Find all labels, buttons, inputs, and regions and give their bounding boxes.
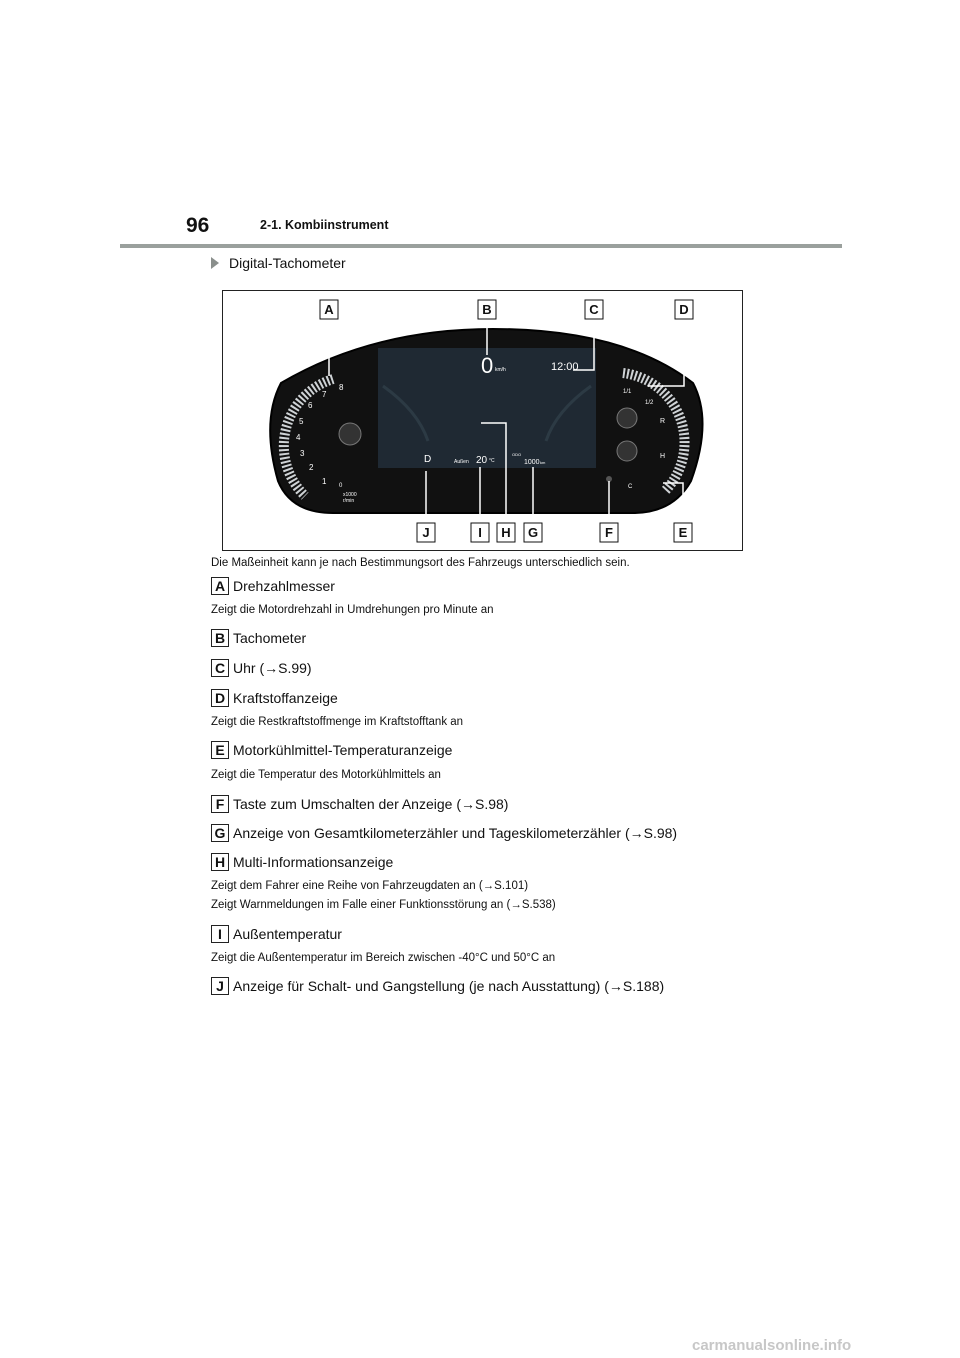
letter-badge: E xyxy=(211,741,229,759)
speed-unit: km/h xyxy=(495,367,506,373)
letter-badge: C xyxy=(211,659,229,677)
item-label: Anzeige von Gesamtkilometerzähler und Tageskilometerzähler (→S.98) xyxy=(233,825,678,841)
tach-number: 8 xyxy=(339,383,344,392)
speed-readout: 0 xyxy=(481,353,494,378)
gear-indicator: D xyxy=(424,454,432,465)
item-description: Zeigt die Restkraftstoffmenge im Kraftstofftank an xyxy=(211,716,464,728)
tach-number: 7 xyxy=(322,390,327,399)
letter-badge: G xyxy=(211,824,229,842)
page-number: 96 xyxy=(186,214,210,237)
section-title: 2-1. Kombiinstrument xyxy=(260,218,389,232)
tach-number: 2 xyxy=(309,463,314,472)
legend-item-h xyxy=(211,853,393,871)
odo-unit: km xyxy=(540,460,546,465)
item-description: Zeigt die Motordrehzahl in Umdrehungen pro Minute an xyxy=(211,604,494,616)
callout-a: A xyxy=(324,302,334,317)
legend-item-d xyxy=(211,689,338,707)
triangle-bullet-icon xyxy=(211,257,219,269)
callout-j: J xyxy=(422,525,430,540)
letter-badge: A xyxy=(211,577,229,595)
item-label: Uhr (→S.99) xyxy=(233,660,312,676)
letter-badge: D xyxy=(211,689,229,707)
outside-label: Außen xyxy=(454,459,469,465)
tach-number: 5 xyxy=(299,417,304,426)
callout-e: E xyxy=(678,525,688,540)
item-label: Drehzahlmesser xyxy=(233,578,335,594)
item-label: Taste zum Umschalten der Anzeige (→S.98) xyxy=(233,796,509,812)
letter-badge: J xyxy=(211,977,229,995)
tach-unit-top: x1000 xyxy=(343,492,357,498)
tach-unit-bottom: r/min xyxy=(343,498,355,504)
callout-h: H xyxy=(501,525,511,540)
item-label: Außentemperatur xyxy=(233,926,342,942)
item-description: Zeigt dem Fahrer eine Reihe von Fahrzeugdaten an (→S.101) xyxy=(211,880,529,892)
header-divider xyxy=(120,244,842,248)
fuel-empty-label: R xyxy=(660,418,666,425)
fuel-half-label: 1/2 xyxy=(645,400,654,406)
tach-number: 6 xyxy=(308,401,313,410)
fuel-full-label: 1/1 xyxy=(623,389,632,395)
tach-zero: 0 xyxy=(339,483,343,489)
callout-c: C xyxy=(589,302,599,317)
callout-i: I xyxy=(478,525,482,540)
callout-g: G xyxy=(527,525,539,540)
figure-caption: Die Maßeinheit kann je nach Bestimmungsort des Fahrzeugs unterschiedlich sein. xyxy=(211,557,630,569)
item-label: Tachometer xyxy=(233,630,307,646)
tach-number: 4 xyxy=(296,433,301,442)
odo-label: ODO xyxy=(512,452,522,457)
temp-cold-label: C xyxy=(628,484,633,490)
odo-value: 1000 xyxy=(524,459,540,466)
legend-item-g xyxy=(211,824,677,842)
subheading-text: Digital-Tachometer xyxy=(229,255,346,271)
item-label: Anzeige für Schalt- und Gangstellung (je nach Ausstattung) (→S.188) xyxy=(233,978,665,994)
legend-item-f xyxy=(211,795,508,813)
item-label: Multi-Informationsanzeige xyxy=(233,854,394,870)
outside-temp-readout: 20 xyxy=(476,455,488,466)
legend-item-b xyxy=(211,629,306,647)
item-label: Motorkühlmittel-Temperaturanzeige xyxy=(233,742,453,758)
item-description: Zeigt die Temperatur des Motorkühlmittels an xyxy=(211,769,441,781)
temp-unit: °C xyxy=(489,458,495,464)
item-description: Zeigt die Außentemperatur im Bereich zwischen -40°C und 50°C an xyxy=(211,952,556,964)
item-description: Zeigt Warnmeldungen im Falle einer Funktionsstörung an (→S.538) xyxy=(211,899,556,911)
instrument-cluster-illustration xyxy=(223,291,742,550)
watermark: carmanualsonline.info xyxy=(692,1337,852,1354)
clock-readout: 12:00 xyxy=(551,361,579,373)
tach-number: 3 xyxy=(300,449,305,458)
temp-hot-label: H xyxy=(660,453,666,460)
subheading xyxy=(211,255,346,271)
letter-badge: I xyxy=(211,925,229,943)
callout-b: B xyxy=(482,302,492,317)
letter-badge: B xyxy=(211,629,229,647)
instrument-cluster-figure xyxy=(222,290,743,551)
item-label: Kraftstoffanzeige xyxy=(233,690,338,706)
legend-item-i xyxy=(211,925,342,943)
letter-badge: F xyxy=(211,795,229,813)
callout-d: D xyxy=(679,302,689,317)
legend-item-c xyxy=(211,659,312,677)
legend-item-j xyxy=(211,977,664,995)
callout-f: F xyxy=(605,525,613,540)
tach-number: 1 xyxy=(322,477,327,486)
legend-item-e xyxy=(211,741,452,759)
letter-badge: H xyxy=(211,853,229,871)
legend-item-a xyxy=(211,577,335,595)
